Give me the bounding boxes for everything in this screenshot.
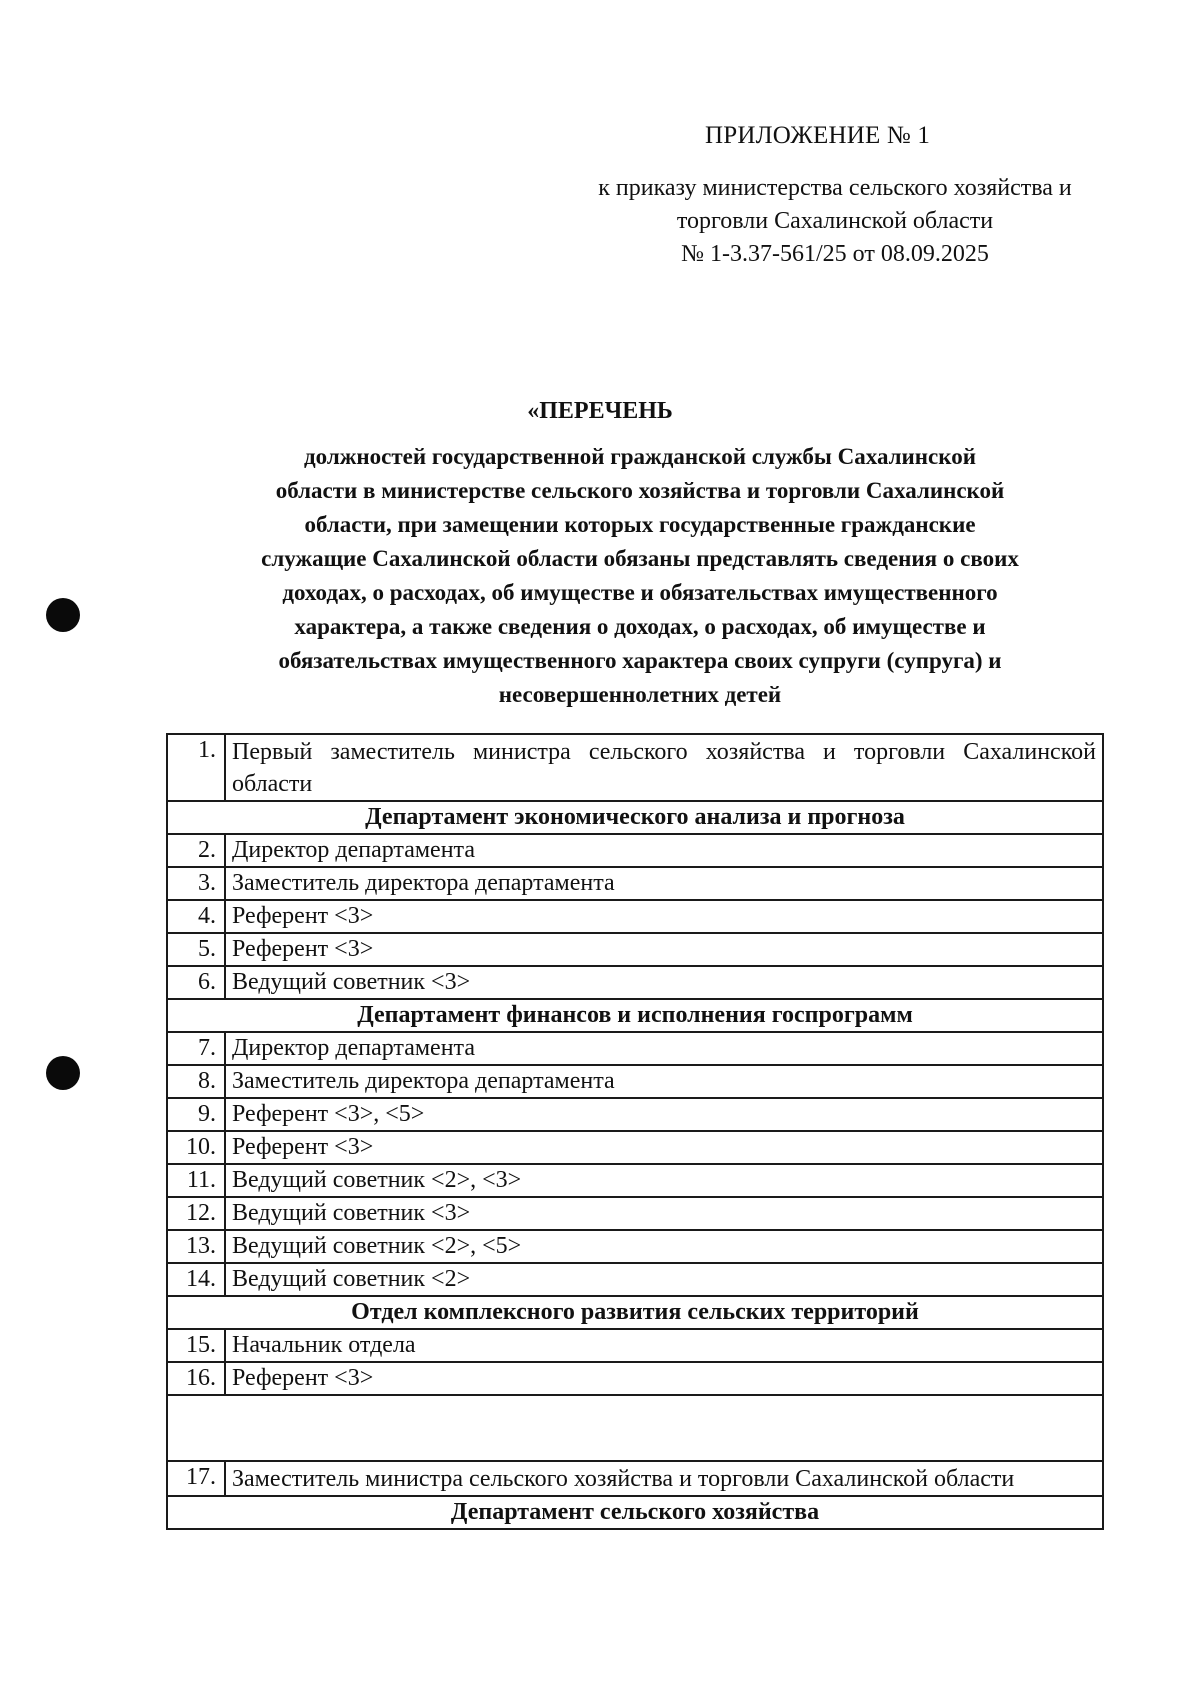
table-row [167,1197,1103,1230]
subtitle-line: должностей государственной гражданской службы Сахалинской [304,444,976,469]
table-row [167,1065,1103,1098]
position-title: Первый заместитель министра сельского хозяйства и торговли Сахалинской области [225,734,1103,801]
section-heading: Отдел комплексного развития сельских территорий [167,1296,1103,1329]
subtitle-line: служащие Сахалинской области обязаны представлять сведения о своих [261,546,1019,571]
section-row [167,1296,1103,1329]
table-row [167,1461,1103,1496]
table-row [167,1230,1103,1263]
position-title: Заместитель директора департамента [225,1065,1103,1098]
position-title: Директор департамента [225,1032,1103,1065]
order-reference-line: к приказу министерства сельского хозяйства и [598,175,1072,201]
section-row [167,999,1103,1032]
table-row [167,834,1103,867]
position-title: Директор департамента [225,834,1103,867]
section-heading: Департамент экономического анализа и прогноза [167,801,1103,834]
appendix-label: ПРИЛОЖЕНИЕ № 1 [705,122,931,149]
document-title: «ПЕРЕЧЕНЬ [527,398,673,424]
row-number: 16. [167,1362,225,1395]
position-title: Ведущий советник <2>, <5> [225,1230,1103,1263]
subtitle-line: обязательствах имущественного характера своих супруги (супруга) и [278,648,1002,673]
table-row [167,1098,1103,1131]
section-row [167,1496,1103,1529]
table-row [167,1032,1103,1065]
position-title: Референт <3> [225,900,1103,933]
row-number: 2. [167,834,225,867]
table-row [167,966,1103,999]
row-number: 15. [167,1329,225,1362]
table-row [167,900,1103,933]
position-title: Референт <3> [225,933,1103,966]
row-number: 12. [167,1197,225,1230]
row-number: 5. [167,933,225,966]
row-number: 6. [167,966,225,999]
subtitle-line: несовершеннолетних детей [498,682,782,707]
position-title: Ведущий советник <2> [225,1263,1103,1296]
row-number: 1. [167,734,225,801]
order-reference-line: торговли Сахалинской области [676,208,994,234]
table-row [167,1362,1103,1395]
section-row [167,801,1103,834]
position-title: Ведущий советник <3> [225,1197,1103,1230]
position-title: Заместитель министра сельского хозяйства и торговли Сахалинской области [225,1461,1103,1496]
section-heading: Департамент финансов и исполнения госпрограмм [167,999,1103,1032]
row-number: 17. [167,1461,225,1496]
subtitle-line: области, при замещении которых государственные гражданские [304,512,976,537]
row-number: 10. [167,1131,225,1164]
row-number: 3. [167,867,225,900]
table-row [167,933,1103,966]
punch-hole [46,598,80,632]
row-number: 4. [167,900,225,933]
position-title: Начальник отдела [225,1329,1103,1362]
order-reference [545,172,1125,271]
position-title: Референт <3> [225,1131,1103,1164]
position-title: Референт <3>, <5> [225,1098,1103,1131]
blank-cell [167,1395,1103,1461]
subtitle-line: характера, а также сведения о доходах, о расходах, об имуществе и [294,614,986,639]
blank-row [167,1395,1103,1461]
position-title: Заместитель директора департамента [225,867,1103,900]
row-number: 8. [167,1065,225,1098]
position-title: Ведущий советник <2>, <3> [225,1164,1103,1197]
subtitle-line: области в министерстве сельского хозяйства и торговли Сахалинской [275,478,1005,503]
row-number: 14. [167,1263,225,1296]
row-number: 7. [167,1032,225,1065]
order-reference-line: № 1-3.37-561/25 от 08.09.2025 [681,241,989,267]
table-row [167,1164,1103,1197]
row-number: 13. [167,1230,225,1263]
table-row [167,1263,1103,1296]
position-title: Референт <3> [225,1362,1103,1395]
table-row [167,734,1103,801]
row-number: 11. [167,1164,225,1197]
row-number: 9. [167,1098,225,1131]
positions-table [166,733,1104,1530]
section-heading: Департамент сельского хозяйства [167,1496,1103,1529]
subtitle-line: доходах, о расходах, об имуществе и обязательствах имущественного [282,580,998,605]
table-row [167,1329,1103,1362]
table-row [167,867,1103,900]
table-row [167,1131,1103,1164]
punch-hole [46,1056,80,1090]
position-title: Ведущий советник <3> [225,966,1103,999]
document-subtitle [165,440,1115,712]
